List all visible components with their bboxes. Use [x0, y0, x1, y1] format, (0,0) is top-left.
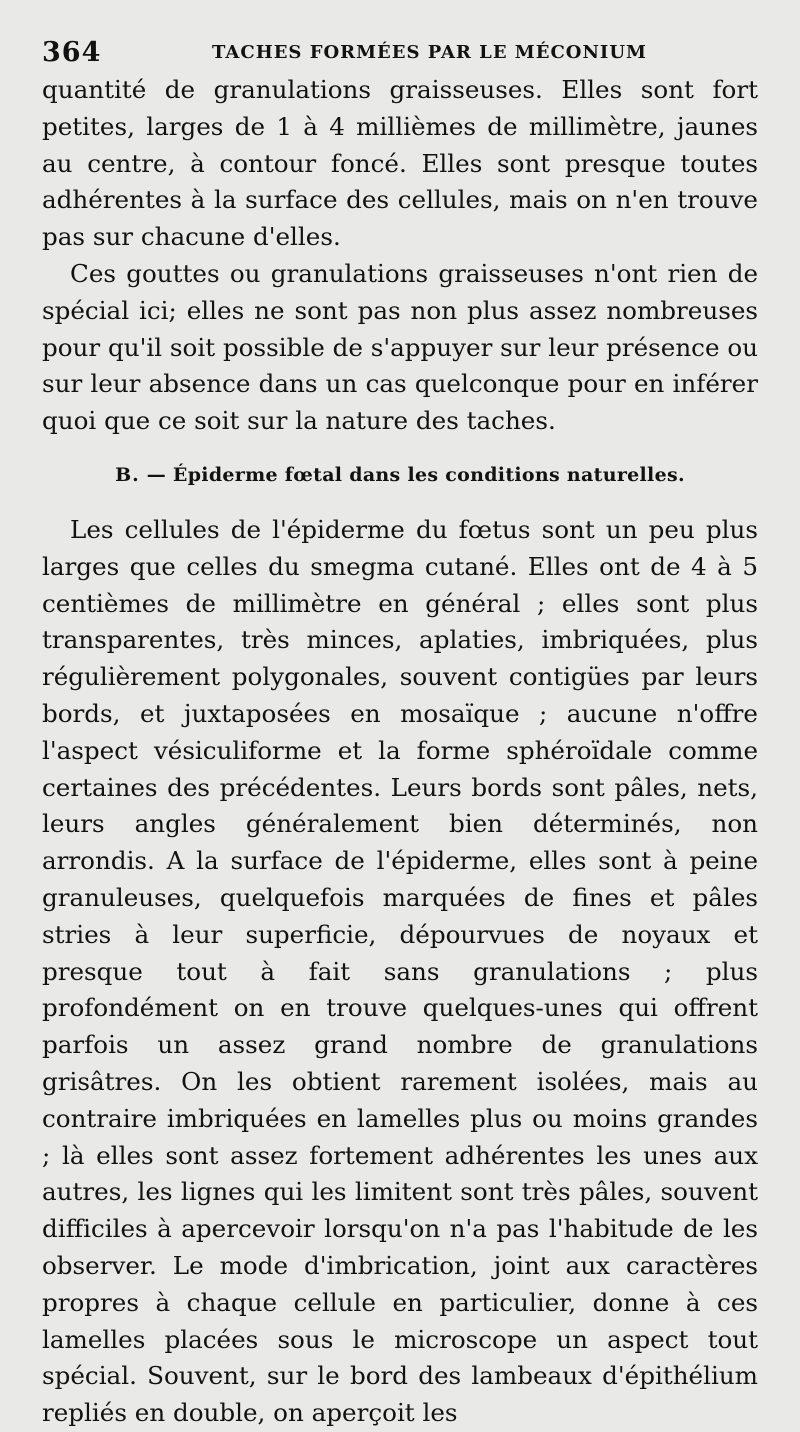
- paragraph-continued: quantité de granulations graisseuses. Elles sont fort petites, larges de 1 à 4 millièmes de millimètre, jaunes au centre, à contour foncé. Elles sont presque toutes adhérentes à la surface des cellules, mais on n'en trouve pas sur chacune d'elles.: [42, 75, 758, 252]
- section-title-text: — Épiderme fœtal dans les conditions naturelles.: [146, 463, 685, 486]
- paragraph-fetal-epidermis: Les cellules de l'épiderme du fœtus sont un peu plus larges que celles du smegma cutané. Elles ont de 4 à 5 centièmes de millimètre en général ; elles sont plus transparentes, très minces, aplaties, imbriquées, plus régulièrement polygonales, souvent contigües par leurs bords, et juxtaposées en mosaïque ; aucune n'offre l'aspect vésiculiforme et la forme sphéroïdale comme certaines des précédentes. Leurs bords sont pâles, nets, leurs angles généralement bien déterminés, non arrondis. A la surface de l'épiderme, elles sont à peine granuleuses, quelquefois marquées de fines et pâles stries à leur superficie, dépourvues de noyaux et presque tout à fait sans granulations ; plus profondément on en trouve quelques-unes qui offrent parfois un assez grand nombre de granulations grisâtres. On les obtient rarement isolées, mais au contraire imbriquées en lamelles plus ou moins grandes ; là elles sont assez fortement adhérentes les unes aux autres, les lignes qui les limitent sont très pâles, souvent difficiles à apercevoir lorsqu'on n'a pas l'habitude de les observer. Le mode d'imbrication, joint aux caractères propres à chaque cellule en particulier, donne à ces lamelles placées sous le microscope un aspect tout spécial. Souvent, sur le bord des lambeaux d'épithélium repliés en double, on aperçoit les: [42, 514, 758, 1428]
- page-number: 364: [42, 37, 102, 68]
- section-heading: [42, 462, 758, 488]
- page-header: [42, 32, 758, 72]
- running-head: TACHES FORMÉES PAR LE MÉCONIUM: [212, 42, 647, 63]
- paragraph-fat-granules: Ces gouttes ou granulations graisseuses n'ont rien de spécial ici; elles ne sont pas non plus assez nombreuses pour qu'il soit possible de s'appuyer sur leur présence ou sur leur absence dans un cas quelconque pour en inférer quoi que ce soit sur la nature des taches.: [42, 258, 758, 436]
- section-letter: B.: [115, 463, 140, 486]
